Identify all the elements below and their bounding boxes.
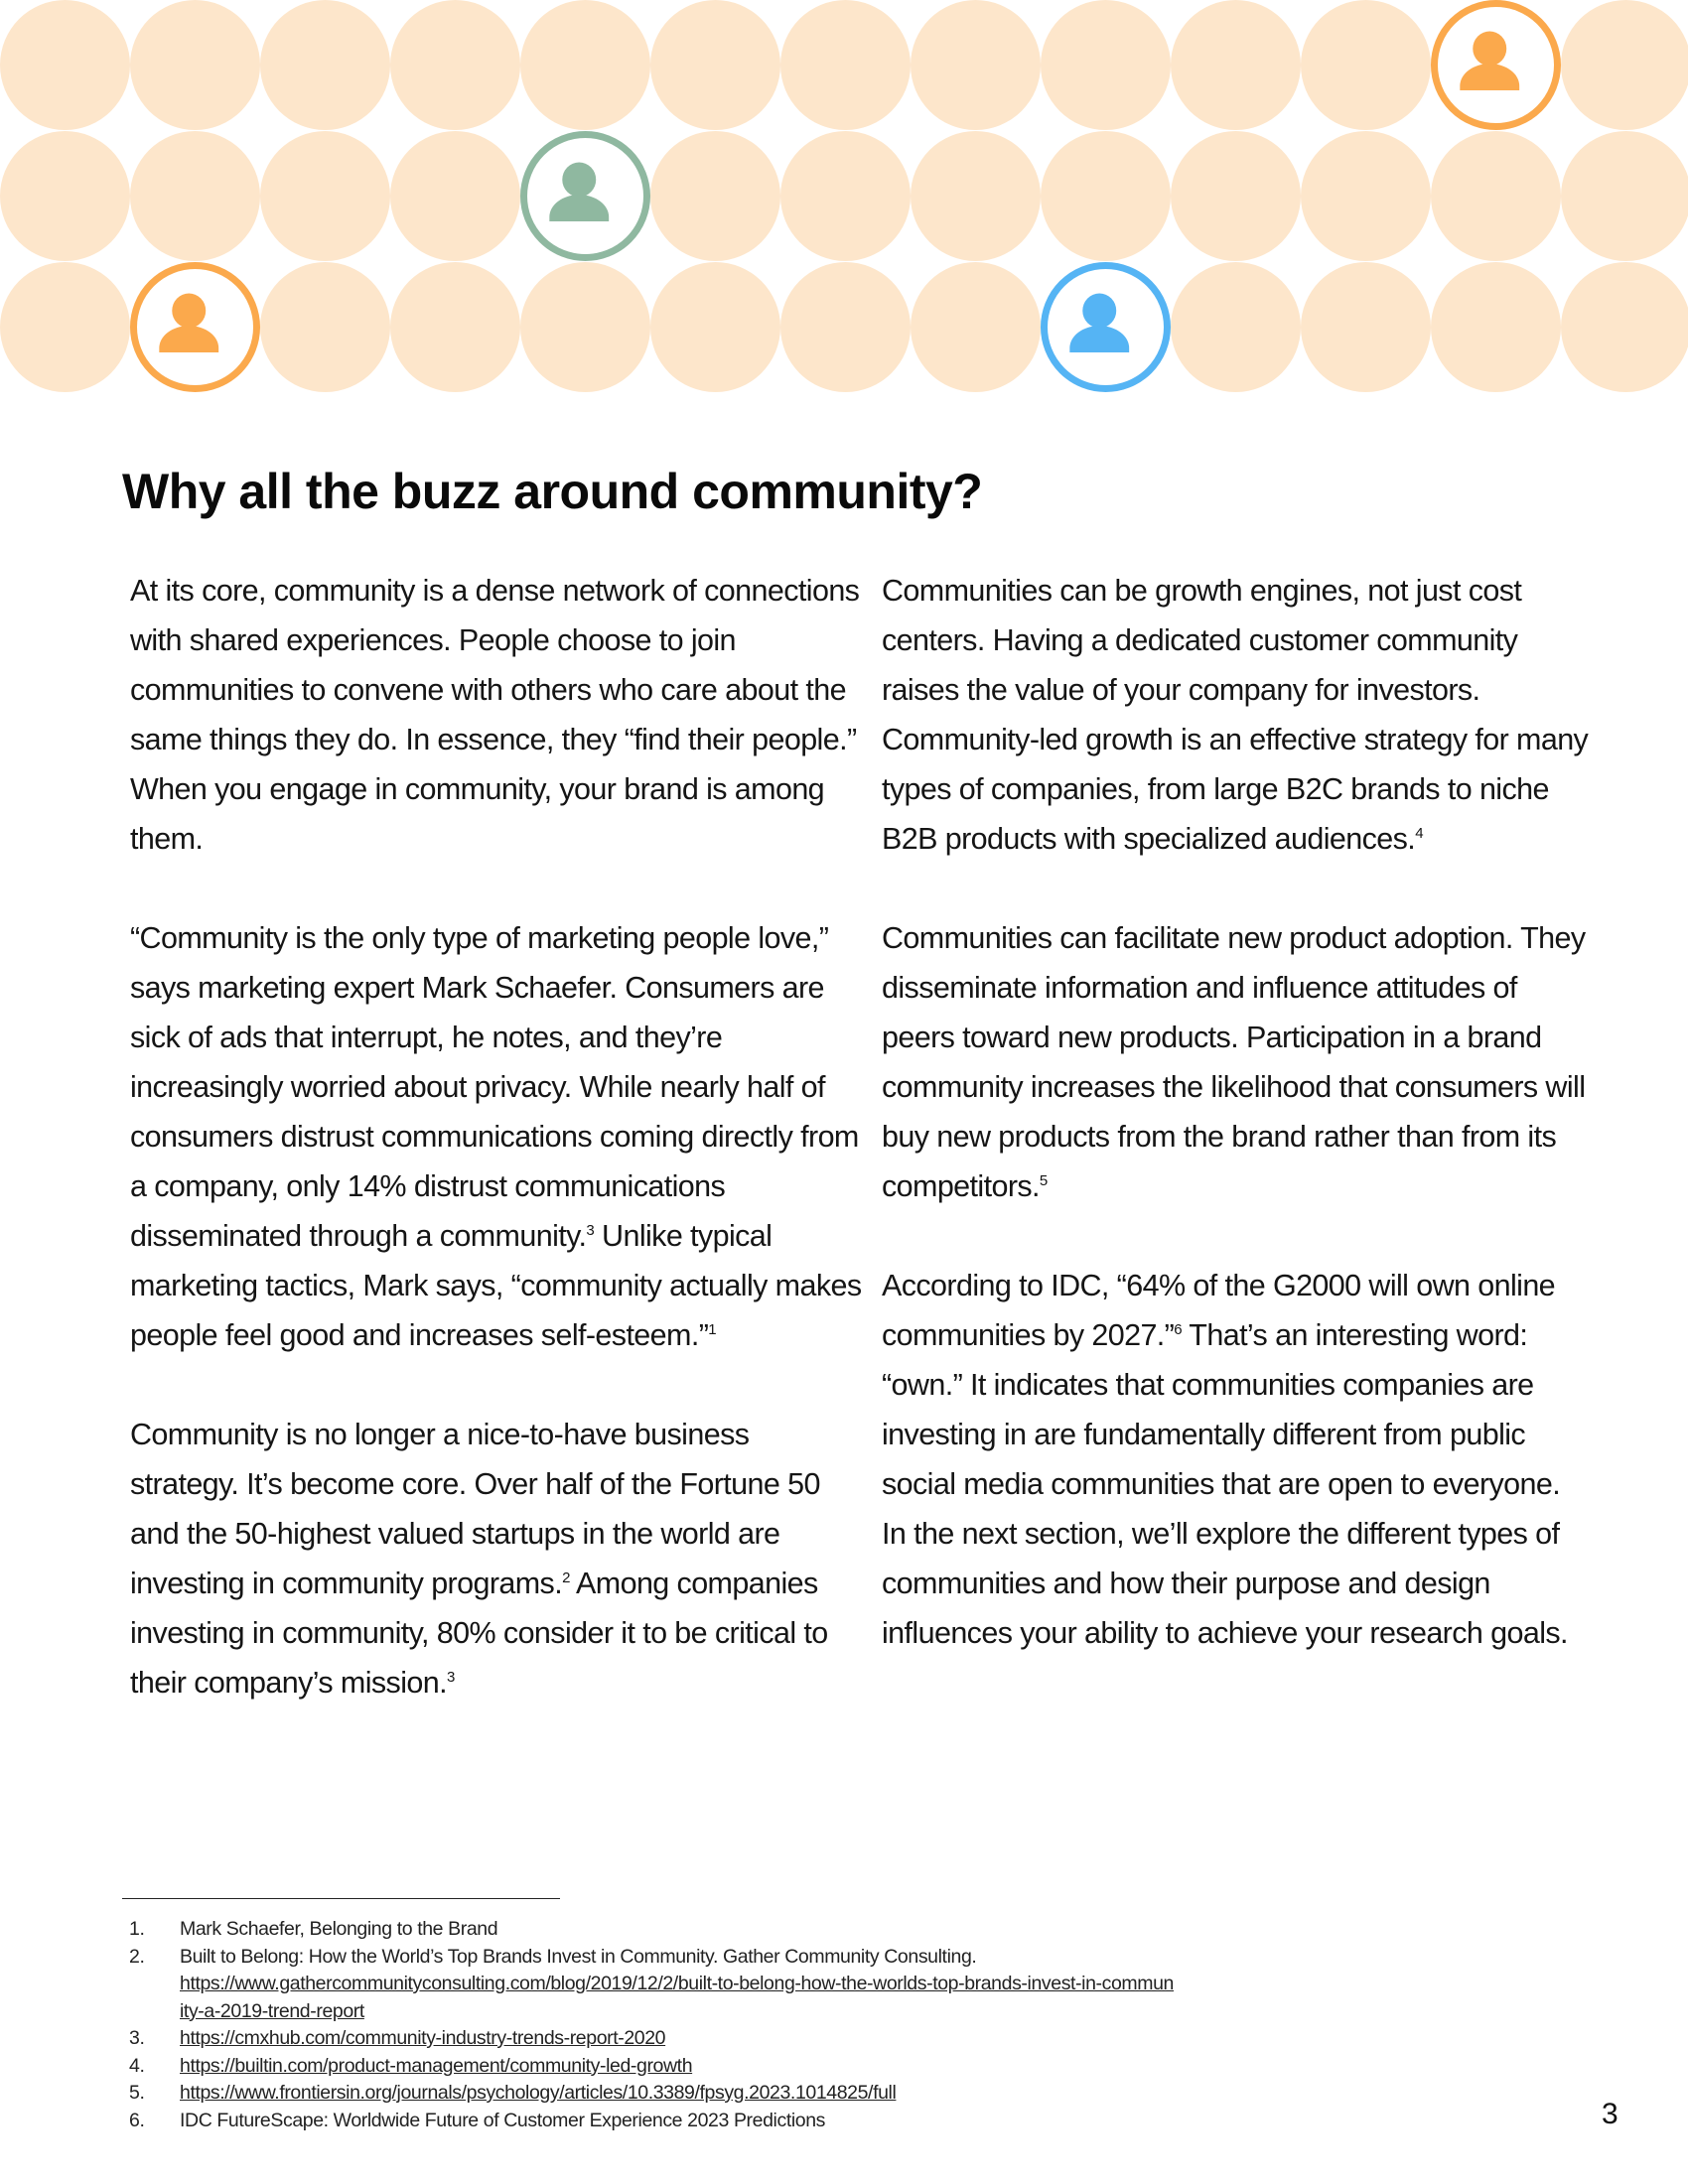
decorative-dot (911, 262, 1041, 392)
page-title: Why all the buzz around community? (122, 464, 983, 519)
decorative-dot (1301, 262, 1431, 392)
decorative-dot (650, 131, 780, 261)
footnotes (129, 1916, 1420, 2134)
avatar (130, 262, 260, 392)
decorative-dot (390, 131, 520, 261)
paragraph: At its core, community is a dense network of connections with shared experiences. People choose to join communities to convene with others who care about the same things they do. In essence, they “find their people.” When you engage in community, your brand is among them. (130, 574, 860, 856)
paragraph: In the next section, we’ll explore the different types of communities and how their purpose and design influences your ability to achieve your research goals. (882, 1517, 1568, 1650)
paragraph: “Community is the only type of marketing people love,” says marketing expert Mark Schaefer. Consumers are sick of ads that interrupt, he notes, and they’re increasingly worried about privacy. While nearly half of consumers distrust communications coming directly from a company, only 14% distrust communications disseminated through a community.$^3$ Unlike typical marketing tactics, Mark says, “community actually makes people feel good and increases self-esteem.”$^1$ (130, 921, 862, 1352)
paragraph: Community is no longer a nice-to-have business strategy. It’s become core. Over half of the Fortune 50 and the 50-highest valued startups in the world are investing in community programs.$^2$ Among companies investing in community, 80% consider it to be critical to their company’s mission.$^3$ (130, 1418, 828, 1700)
decorative-dot (0, 0, 130, 130)
decorative-dot (1301, 0, 1431, 130)
decorative-dot (780, 0, 911, 130)
footnote-ref[interactable]: 3 (586, 1221, 595, 1239)
footnote-divider (122, 1898, 560, 1899)
right-column (882, 566, 1597, 1658)
decorative-dot (1431, 262, 1561, 392)
paragraph: According to IDC, “64% of the G2000 will own online communities by 2027.”$^6$ That’s an interesting word: “own.” It indicates that communities companies are investing in are fundamentally different from public social media communities that are open to everyone. (882, 1269, 1561, 1501)
decorative-dot (1301, 131, 1431, 261)
footnote-item: 2. Built to Belong: How the World’s Top Brands Invest in Community. Gather Community Consulting. https://www.gathercommunityconsulting.com/blog/2019/12/2/built-to-belong-how-the-worlds-top-brands-invest-in-commun ity-a-2019-trend-report (129, 1945, 1174, 2022)
decorative-dot (780, 262, 911, 392)
footnote-link[interactable]: https://cmxhub.com/community-industry-trends-report-2020 (180, 2027, 666, 2049)
footnote-item: 6. IDC FutureScape: Worldwide Future of Customer Experience 2023 Predictions (129, 2109, 826, 2131)
decorative-dot (1561, 0, 1688, 130)
person-icon (1438, 7, 1554, 123)
decorative-banner (0, 0, 1688, 397)
decorative-dot (520, 262, 650, 392)
footnote-ref[interactable]: 5 (1039, 1171, 1048, 1189)
decorative-dot (260, 262, 390, 392)
left-column (130, 566, 865, 1707)
footnote-link[interactable]: https://www.gathercommunityconsulting.com/blog/2019/12/2/built-to-belong-how-the-worlds-top-brands-invest-in-commun (180, 1973, 1174, 1994)
footnote-ref[interactable]: 2 (562, 1569, 570, 1586)
page-number: 3 (1602, 2098, 1618, 2130)
footnote-item: 3. https://cmxhub.com/community-industry-trends-report-2020 (129, 2027, 666, 2049)
footnote-ref[interactable]: 6 (1174, 1320, 1182, 1338)
decorative-dot (1041, 131, 1171, 261)
footnote-link[interactable]: https://builtin.com/product-management/community-led-growth (180, 2054, 693, 2077)
decorative-dot (1431, 131, 1561, 261)
decorative-dot (0, 131, 130, 261)
paragraph: Communities can be growth engines, not just cost centers. Having a dedicated customer community raises the value of your company for investors. Community-led growth is an effective strategy for many types of companies, from large B2C brands to niche B2B products with specialized audiences.$^4$ (882, 574, 1589, 856)
decorative-dot (911, 131, 1041, 261)
footnote-item: 1. Mark Schaefer, Belonging to the Brand (129, 1918, 498, 1940)
avatar (1431, 0, 1561, 130)
decorative-dot (1561, 131, 1688, 261)
decorative-dot (390, 0, 520, 130)
decorative-dot (1041, 0, 1171, 130)
decorative-dot (260, 0, 390, 130)
footnote-link[interactable]: ity-a-2019-trend-report (180, 1999, 364, 2022)
footnote-ref[interactable]: 3 (446, 1668, 455, 1686)
avatar (520, 131, 650, 261)
footnote-item: 4. https://builtin.com/product-management/community-led-growth (129, 2054, 693, 2077)
decorative-dot (780, 131, 911, 261)
decorative-dot (911, 0, 1041, 130)
decorative-dot (1171, 262, 1301, 392)
footnote-ref[interactable]: 1 (708, 1320, 717, 1338)
avatar (1041, 262, 1171, 392)
decorative-dot (260, 131, 390, 261)
footnote-item: 5. https://www.frontiersin.org/journals/psychology/articles/10.3389/fpsyg.2023.1014825/full (129, 2082, 897, 2104)
decorative-dot (520, 0, 650, 130)
decorative-dot (650, 0, 780, 130)
decorative-dot (0, 262, 130, 392)
paragraph: Communities can facilitate new product adoption. They disseminate information and influence attitudes of peers toward new products. Participation in a brand community increases the likelihood that consumers will buy new products from the brand rather than from its competitors.$^5$ (882, 921, 1586, 1203)
footnote-ref[interactable]: 4 (1415, 824, 1423, 842)
decorative-dot (1171, 0, 1301, 130)
decorative-dot (1171, 131, 1301, 261)
decorative-dot (130, 131, 260, 261)
decorative-dot (390, 262, 520, 392)
decorative-dot (130, 0, 260, 130)
person-icon (1048, 269, 1164, 385)
footnote-link[interactable]: https://www.frontiersin.org/journals/psychology/articles/10.3389/fpsyg.2023.1014825/full (180, 2082, 897, 2104)
person-icon (527, 138, 643, 254)
decorative-dot (1561, 262, 1688, 392)
person-icon (137, 269, 253, 385)
decorative-dot (650, 262, 780, 392)
